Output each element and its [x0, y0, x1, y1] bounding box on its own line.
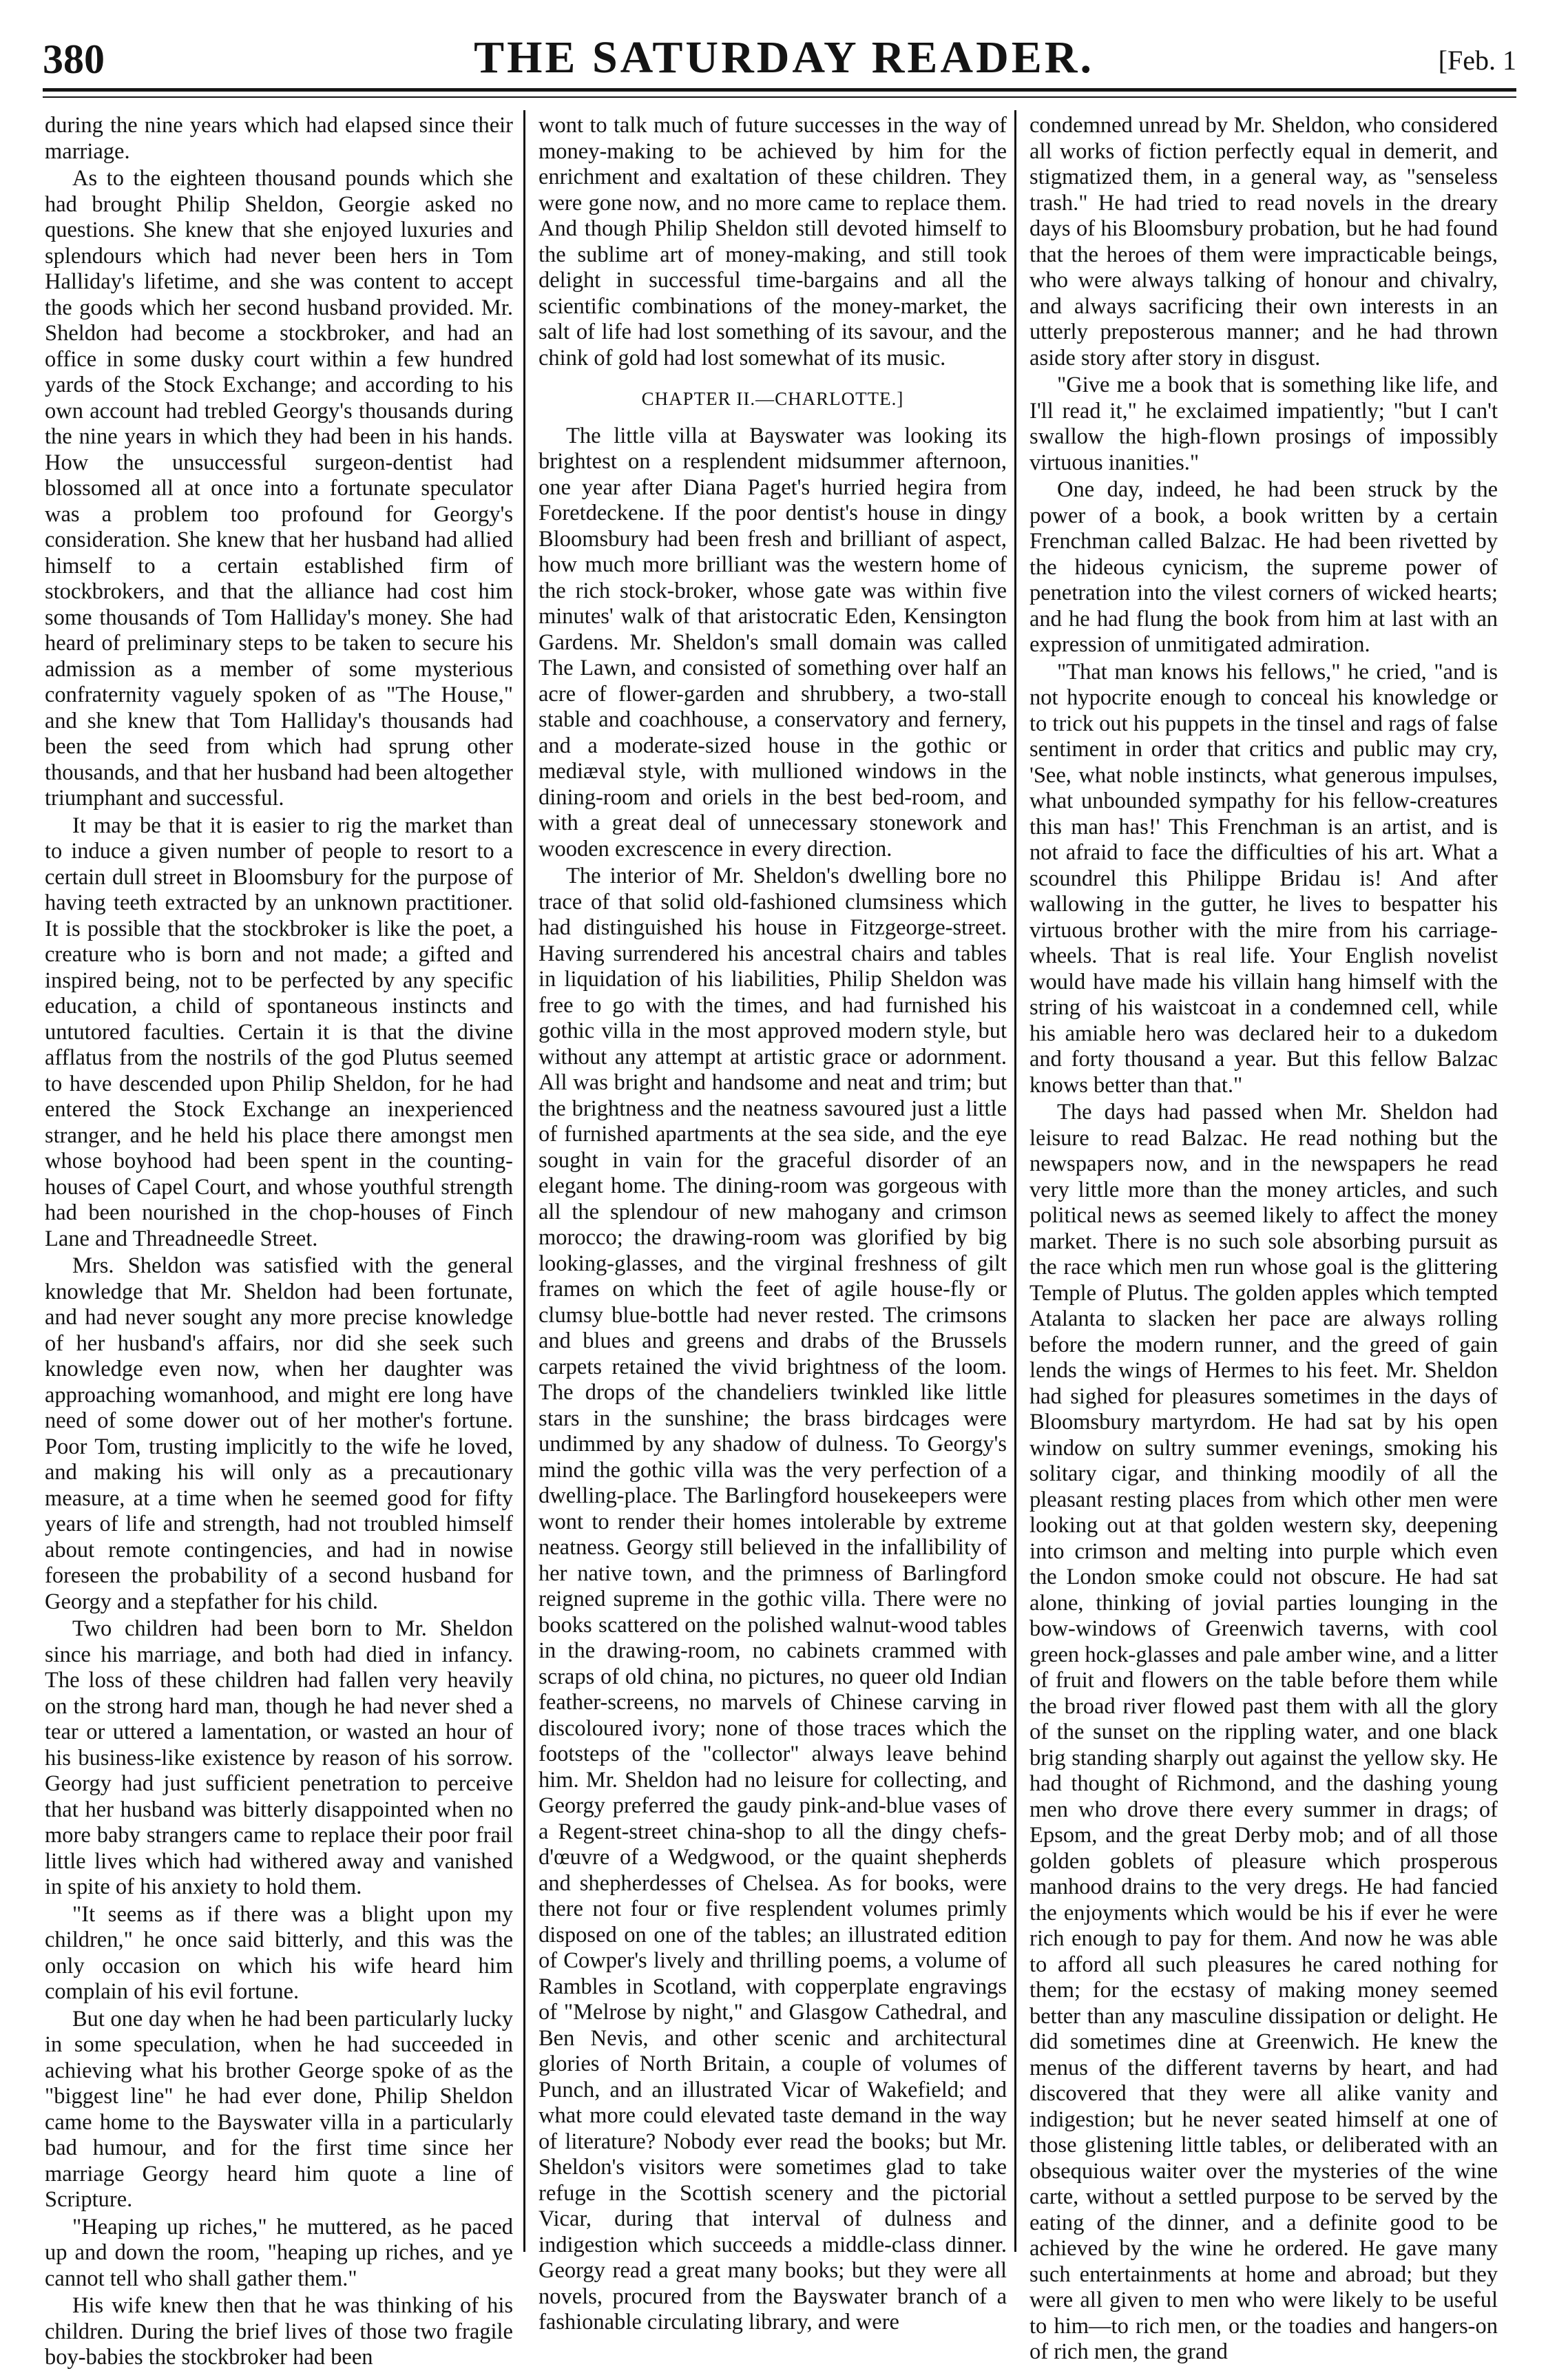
paragraph: The little villa at Bayswater was looking its brightest on a resplendent midsummer afternoon, one year after Diana Paget's hurried hegira from Foretdeckene. If the poor dentist's house in dingy Bloomsbury had been fresh and brilliant of aspect, how much more brilliant was the western home of the rich stock-broker, whose gate was within five minutes' walk of that aristocratic Eden, Kensington Gardens. Mr. Sheldon's small domain was called The Lawn, and consisted of something over half an acre of flower-garden and shrubbery, a two-stall stable and coachhouse, a conservatory and fernery, and a moderate-sized house in the gothic or mediæval style, with mullioned windows in the dining-room and oriels in the best bed-room, and with a great deal of unnecessary stonework and wooden excrescence in every direction. [539, 423, 1007, 861]
column-divider-2 [1014, 110, 1016, 2252]
text-column-1 [45, 113, 513, 2370]
issue-date: [Feb. 1 [1438, 45, 1516, 76]
text-column-3 [1029, 113, 1498, 2364]
paragraph: But one day when he had been particularly lucky in some speculation, when he had succeeded in achieving what his brother George spoke of as the "biggest line" he had ever done, Philip Sheldon came home to the Bayswater villa in a particularly bad humour, and for the first time since her marriage Georgy heard him quote a line of Scripture. [45, 2006, 513, 2212]
header-rule-thick [43, 88, 1516, 92]
paragraph: The interior of Mr. Sheldon's dwelling bore no trace of that solid old-fashioned clumsiness which had distinguished his house in Fitzgeorge-street. Having surrendered his ancestral chairs and tables in liquidation of his liabilities, Philip Sheldon was free to go with the times, and had furnished his gothic villa in the most approved modern style, but without any attempt at artistic grace or adornment. All was bright and handsome and neat and trim; but the brightness and the neatness savoured just a little of furnished apartments at the sea side, and the eye sought in vain for the graceful disorder of an elegant home. The dining-room was gorgeous with all the splendour of new mahogany and crimson morocco; the drawing-room was glorified by big looking-glasses, and the virginal freshness of gilt frames on which the feet of agile house-fly or clumsy blue-bottle had never rested. The crimsons and blues and greens and drabs of the Brussels carpets retained the vivid brightness of the loom. The drops of the chandeliers twinkled like little stars in the sunshine; the brass birdcages were undimmed by any shadow of dulness. To Georgy's mind the gothic villa was the very perfection of a dwelling-place. The Barlingford housekeepers were wont to render their homes intolerable by extreme neatness. Georgy still believed in the infallibility of her native town, and the primness of Barlingford reigned supreme in the gothic villa. There were no books scattered on the polished walnut-wood tables in the drawing-room, no cabinets crammed with scraps of old china, no pictures, no queer old Indian feather-screens, no marvels of Chinese carving in discoloured ivory; none of those traces which the footsteps of the "collector" always leave behind him. Mr. Sheldon had no leisure for collecting, and Georgy preferred the gaudy pink-and-blue vases of a Regent-street china-shop to all the dingy chefs-d'œuvre of a Wedgwood, or the quaint shepherds and shepherdesses of Chelsea. As for books, were there not four or five resplendent volumes primly disposed on one of the tables; an illustrated edition of Cowper's lively and thrilling poems, a volume of Rambles in Scotland, with copperplate engravings of "Melrose by night," and Glasgow Cathedral, and Ben Nevis, and other scenic and architectural glories of North Britain, a couple of volumes of Punch, and an illustrated Vicar of Wakefield; and what more could elevated taste demand in the way of literature? Nobody ever read the books; but Mr. Sheldon's visitors were sometimes glad to take refuge in the Scottish scenery and the pictorial Vicar, during that interval of dulness and indigestion which succeeds a middle-class dinner. Georgy read a great many books; but they were all novels, procured from the Bayswater branch of a fashionable circulating library, and were [539, 864, 1007, 2335]
paragraph: Two children had been born to Mr. Sheldon since his marriage, and both had died in infancy. The loss of these children had fallen very heavily on the strong hard man, though he had never shed a tear or uttered a lamentation, or wasted an hour of his business-like existence by reason of his sorrow. Georgy had just sufficient penetration to perceive that her husband was bitterly disappointed when no more baby strangers came to replace their poor frail little lives which had withered away and vanished in spite of his anxiety to hold them. [45, 1616, 513, 1899]
masthead-title: THE SATURDAY READER. [474, 32, 1094, 83]
paragraph: condemned unread by Mr. Sheldon, who considered all works of fiction perfectly equal in demerit, and stigmatized them, in a general way, as "senseless trash." He had tried to read novels in the dreary days of his Bloomsbury probation, but he had found that the heroes of them were impracticable beings, who were always talking of honour and chivalry, and always sacrificing their own interests in an utterly preposterous manner; and he had thrown aside story after story in disgust. [1029, 113, 1498, 370]
chapter-heading: CHAPTER II.—CHARLOTTE.] [641, 388, 904, 409]
paragraph: wont to talk much of future successes in the way of money-making to be achieved by him for the enrichment and exaltation of these children. They were gone now, and no more came to replace them. And though Philip Sheldon still devoted himself to the sublime art of money-making, and still took delight in successful time-bargains and all the scientific combinations of the money-market, the salt of life had lost something of its savour, and the chink of gold had lost somewhat of its music. [539, 113, 1007, 370]
column-divider-1 [523, 110, 525, 2252]
paragraph: "That man knows his fellows," he cried, "and is not hypocrite enough to conceal his knowledge or to trick out his puppets in the tinsel and rags of false sentiment in order that critics and public may cry, 'See, what noble instincts, what generous impulses, what unbounded sympathy for his fellow-creatures this man has!' This Frenchman is an artist, and is not afraid to face the difficulties of his art. What a scoundrel this Philippe Bridau is! And after wallowing in the gutter, he lives to bespatter his virtuous brother with the mire from his carriage-wheels. That is real life. Your English novelist would have made his villain hang himself with the string of his waistcoat in a condemned cell, while his amiable hero was declared heir to a dukedom and forty thousand a year. But this fellow Balzac knows better than that." [1029, 659, 1498, 1098]
paragraph: It may be that it is easier to rig the market than to induce a given number of people to resort to a certain dull street in Bloomsbury for the purpose of having teeth extracted by an unknown practitioner. It is possible that the stockbroker is like the poet, a creature who is born and not made; a gifted and inspired being, not to be perfected by any specific education, a child of spontaneous instincts and untutored faculties. Certain it is that the divine afflatus from the nostrils of the god Plutus seemed to have descended upon Philip Sheldon, for he had entered the Stock Exchange an inexperienced stranger, and he held his place there amongst men whose boyhood had been spent in the counting-houses of Capel Court, and whose youthful strength had been nourished in the chop-houses of Finch Lane and Threadneedle Street. [45, 813, 513, 1251]
text-column-2 [539, 113, 1007, 2335]
paragraph: during the nine years which had elapsed since their marriage. [45, 113, 513, 164]
page-number: 380 [43, 36, 105, 82]
paragraph: "It seems as if there was a blight upon my children," he once said bitterly, and this was the only occasion on which his wife heard him complain of his evil fortune. [45, 1901, 513, 2004]
paragraph: "Heaping up riches," he muttered, as he paced up and down the room, "heaping up riches, and ye cannot tell who shall gather them." [45, 2214, 513, 2291]
paragraph: The days had passed when Mr. Sheldon had leisure to read Balzac. He read nothing but the newspapers now, and in the newspapers he read very little more than the money articles, and such political news as seemed likely to affect the money market. There is no such sole absorbing pursuit as the race which men run whose goal is the glittering Temple of Plutus. The golden apples which tempted Atalanta to slacken her pace are always rolling before the modern runner, and the greed of gain lends the wings of Hermes to his feet. Mr. Sheldon had sighed for pleasures sometimes in the days of Bloomsbury martyrdom. He had sat by his open window on sultry summer evenings, smoking his solitary cigar, and thinking moodily of all the pleasant resting places from which other men were looking out at that golden western sky, deepening into crimson and melting into purple which even the London smoke could not obscure. He had sat alone, thinking of jovial parties lounging in the bow-windows of Greenwich taverns, with cool green hock-glasses and pale amber wine, and a litter of fruit and flowers on the table before them while the broad river flowed past them with all the glory of the sunset on the rippling water, and one black brig standing sharply out against the yellow sky. He had thought of Richmond, and the dashing young men who drove there every summer in drags; of Epsom, and the great Derby mob; and of all those golden goblets of pleasure which prosperous manhood drains to the very dregs. He had fancied the enjoyments which would be his if ever he were rich enough to pay for them. And now he was able to afford all such pleasures he cared nothing for them; for the ecstasy of making money seemed better than any masculine dissipation or delight. He did sometimes dine at Greenwich. He knew the menus of the different taverns by heart, and had discovered that they were all alike vanity and indigestion; but he never seated himself at one of those glistening little tables, or deliberated with an obsequious waiter over the mysteries of the wine carte, without a settled purpose to be served by the eating of the dinner, and a definite good to be achieved by the wine he ordered. He gave many such entertainments at home and abroad; but they were all given to men who were likely to be useful to him—to rich men, or the toadies and hangers-on of rich men, the grand [1029, 1100, 1498, 2364]
paragraph: As to the eighteen thousand pounds which she had brought Philip Sheldon, Georgie asked no questions. She knew that she enjoyed luxuries and splendours which had never been hers in Tom Halliday's lifetime, and she was content to accept the goods which her second husband provided. Mr. Sheldon had become a stockbroker, and had an office in some dusky court within a few hundred yards of the Stock Exchange; and according to his own account had trebled Georgy's thousands during the nine years in which they had been in his hands. How the unsuccessful surgeon-dentist had blossomed all at once into a fortunate speculator was a problem too profound for Georgy's consideration. She knew that her husband had allied himself to a certain established firm of stockbrokers, and that the alliance had cost him some thousands of Tom Halliday's money. She had heard of preliminary steps to be taken to secure his admission as a member of some mysterious confraternity vaguely spoken of as "The House," and she knew that Tom Halliday's thousands had been the seed from which had sprung other thousands, and that her husband had been altogether triumphant and successful. [45, 166, 513, 811]
paragraph: Mrs. Sheldon was satisfied with the general knowledge that Mr. Sheldon had been fortunate, and had never sought any more precise knowledge of her husband's affairs, nor did she seek such knowledge even now, when her daughter was approaching womanhood, and might ere long have need of some dower out of her mother's fortune. Poor Tom, trusting implicitly to the wife he loved, and making his will only as a precautionary measure, at a time when he seemed good for fifty years of life and strength, had not troubled himself about remote contingencies, and had in nowise foreseen the probability of a second husband for Georgy and a stepfather for his child. [45, 1253, 513, 1614]
paragraph: "Give me a book that is something like life, and I'll read it," he exclaimed impatiently; "but I can't swallow the high-flown prosings of impossibly virtuous inanities." [1029, 373, 1498, 475]
paragraph: One day, indeed, he had been struck by the power of a book, a book written by a certain Frenchman called Balzac. He had been rivetted by the hideous cynicism, the supreme power of penetration into the vilest corners of wicked hearts; and he had flung the book from him at last with an expression of unmitigated admiration. [1029, 477, 1498, 657]
header-rule-thin [43, 96, 1516, 98]
paragraph: His wife knew then that he was thinking of his children. During the brief lives of those two fragile boy-babies the stockbroker had been [45, 2293, 513, 2370]
